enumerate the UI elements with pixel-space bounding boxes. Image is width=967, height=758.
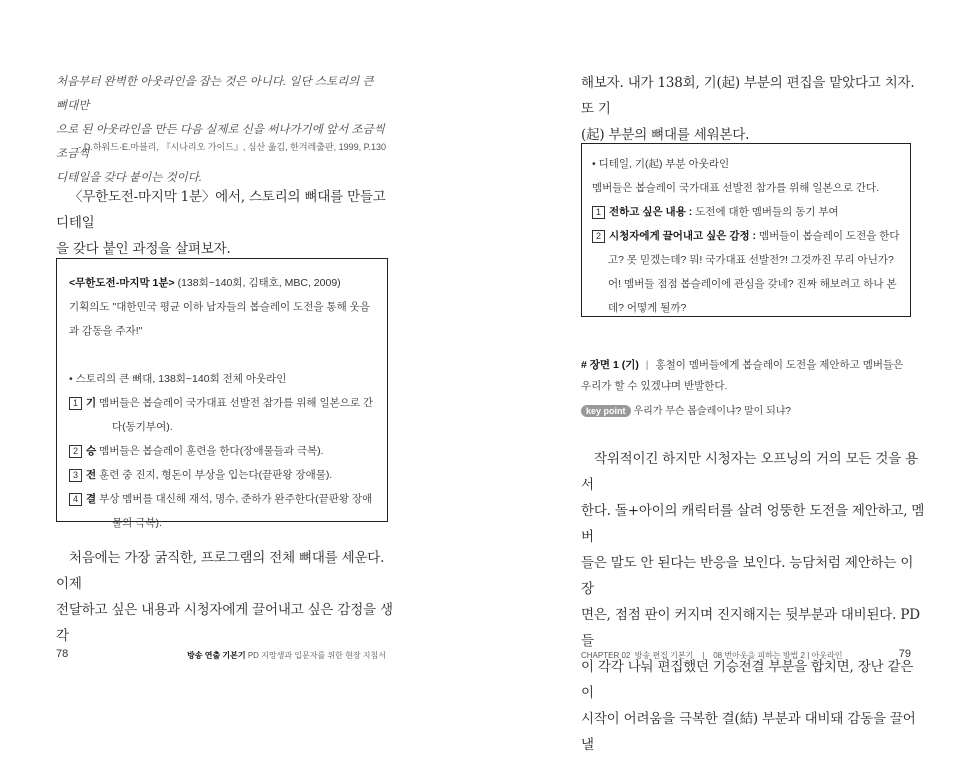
key-point-badge: key point <box>581 405 631 417</box>
outline-label: • 스토리의 큰 뼈대, 138회~140회 전체 아웃라인 <box>69 373 287 385</box>
program-title: <무한도전-마지막 1분> <box>69 277 175 289</box>
right-paragraph-1 <box>581 70 926 148</box>
left-paragraph-2 <box>56 545 401 649</box>
detail-item-1 <box>592 200 900 224</box>
text-line: 들은 말도 안 된다는 반응을 보인다. 능담처럼 제안하는 이 장 <box>581 555 914 597</box>
outline-item-1 <box>69 391 375 415</box>
page-number: 79 <box>898 648 911 660</box>
scene-text: 홍철이 멤버들에게 봅슬레이 도전을 제안하고 멤버들은 <box>655 359 904 371</box>
item-number: 3 <box>69 469 82 482</box>
item-label: 시청자에게 끌어내고 싶은 감정 : <box>609 230 757 242</box>
text-line: (起) 부분의 뼈대를 세워본다. <box>581 127 750 143</box>
key-point <box>581 401 911 422</box>
left-page <box>0 0 483 710</box>
text-line: 한다. 돌+아이의 캐릭터를 살려 엉뚱한 도전을 제안하고, 멤버 <box>581 503 925 545</box>
text-line: 을 갖다 붙인 과정을 살펴보자. <box>56 241 231 257</box>
text-line: 면은, 점점 판이 커지며 진지해지는 뒷부분과 대비된다. PD들 <box>581 607 920 649</box>
item-text-cont: 물의 극복). <box>112 517 162 529</box>
outline-item-2 <box>69 439 375 463</box>
scene-separator: | <box>645 359 649 371</box>
item-text: 훈련 중 진지, 형돈이 부상을 입는다(끝판왕 장애물). <box>99 469 333 481</box>
item-number: 1 <box>592 206 605 219</box>
text-line: 이 각각 나눠 편집했던 기승전결 부분을 합치면, 장난 같은 이 <box>581 659 914 701</box>
item-label: 전하고 싶은 내용 : <box>609 206 693 218</box>
outline-item-4 <box>69 487 375 511</box>
item-label: 기 <box>86 397 97 409</box>
item-text: 멤버들이 봅슬레이 도전을 한다 <box>756 230 900 242</box>
item-text: 도전에 대한 멤버들의 동기 부여 <box>692 206 839 218</box>
item-text-cont: 데? 어떻게 될까? <box>608 302 687 314</box>
item-label: 전 <box>86 469 97 481</box>
item-number: 4 <box>69 493 82 506</box>
text-line: 작위적이긴 하지만 시청자는 오프닝의 거의 모든 것을 용서 <box>581 451 918 493</box>
scene-line <box>581 355 911 376</box>
quote-line: 으로 된 아웃라인을 만든 다음 실제로 신을 써나가기에 앞서 조금씩 조금씩 <box>56 124 385 160</box>
text-line: 〈무한도전-마지막 1분〉에서, 스토리의 뼈대를 만들고 디테일 <box>56 189 386 231</box>
epigraph-quote <box>56 70 386 190</box>
outline-box <box>56 258 388 529</box>
text-line: 전달하고 싶은 내용과 시청자에게 끌어내고 싶은 감정을 생각 <box>56 602 393 644</box>
quote-source: - D.하워드·E.마블리, 『시나리오 가이드』, 심산 옮김, 한겨레출판, 1999, P.130 <box>78 142 386 152</box>
intent-line: 과 감동을 주자!" <box>69 325 143 337</box>
page-number: 78 <box>56 648 69 660</box>
outline-item-3 <box>69 463 375 487</box>
item-number: 2 <box>592 230 605 243</box>
text-line: 시작이 어려움을 극복한 결(結) 부분과 대비돼 감동을 끌어낼 <box>581 711 916 753</box>
item-text-cont: 고? 못 믿겠는데? 뭐! 국가대표 선발전?! 그것까진 무리 아닌가? <box>608 254 894 266</box>
box-title <box>69 271 375 295</box>
scene-label: # 장면 1 (기) <box>581 359 639 371</box>
right-page <box>484 0 967 753</box>
left-paragraph-1 <box>56 184 401 262</box>
text-line: 처음에는 가장 굵직한, 프로그램의 전체 뼈대를 세운다. 이제 <box>56 550 385 592</box>
intent-line: 기획의도 "대한민국 평균 이하 남자들의 봅슬레이 도전을 통해 웃음 <box>69 301 370 313</box>
book-title: 방송 연출 기본기 <box>187 651 246 660</box>
running-footer <box>187 650 386 661</box>
box-title: • 디테일, 기(起) 부분 아웃라인 <box>592 158 730 170</box>
item-label: 결 <box>86 493 97 505</box>
quote-line: 디테일을 갖다 붙이는 것이다. <box>56 172 203 184</box>
scene-line: 우리가 할 수 있겠냐며 반발한다. <box>581 380 728 392</box>
item-label: 승 <box>86 445 97 457</box>
item-text-cont: 다(동기부여). <box>112 421 173 433</box>
text-line: 해보자. 내가 138회, 기(起) 부분의 편집을 맡았다고 치자. 또 기 <box>581 75 915 117</box>
item-text-cont: 어! 멤버들 점점 봅슬레이에 관심을 갖네? 진짜 해보려고 하나 본 <box>608 278 897 290</box>
quote-line: 처음부터 완벽한 아웃라인을 잡는 것은 아니다. 일단 스토리의 큰 뼈대만 <box>56 76 374 112</box>
item-text: 멤버들은 봅슬레이 훈련을 한다(장애물들과 극복). <box>99 445 324 457</box>
running-footer: CHAPTER 02 방송 편집 기본기 | 08 번아웃을 피하는 방법 2 | 아웃라인 <box>581 651 843 660</box>
key-point-text: 우리가 무슨 봅슬레이냐? 말이 되냐? <box>633 406 791 417</box>
program-meta: (138회~140회, 김태호, MBC, 2009) <box>174 277 341 289</box>
detail-outline-box <box>581 143 911 317</box>
right-paragraph-2 <box>581 446 926 758</box>
scene-block <box>581 355 911 422</box>
item-number: 2 <box>69 445 82 458</box>
item-text: 멤버들은 봅슬레이 국가대표 선발전 참가를 위해 일본으로 간 <box>99 397 374 409</box>
box-intro: 멤버들은 봅슬레이 국가대표 선발전 참가를 위해 일본으로 간다. <box>592 182 880 194</box>
detail-item-2 <box>592 224 900 248</box>
item-text: 부상 멤버를 대신해 재석, 명수, 준하가 완주한다(끝판왕 장애 <box>99 493 373 505</box>
item-number: 1 <box>69 397 82 410</box>
book-subtitle: PD 지망생과 입문자를 위한 현장 지침서 <box>245 651 386 660</box>
